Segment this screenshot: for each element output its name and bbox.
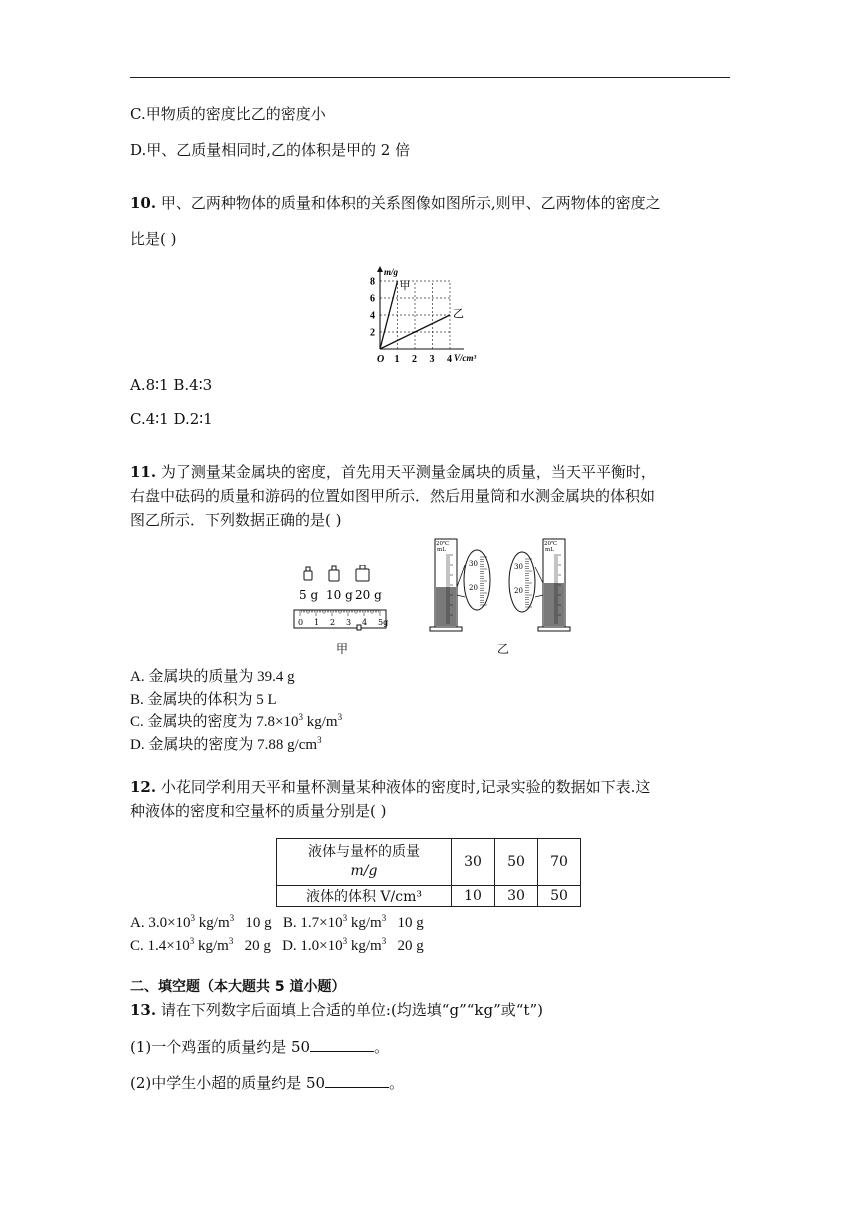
q11-option-a: A. 金属块的质量为 39.4 g: [130, 669, 295, 685]
table-row: [277, 839, 581, 886]
cylinder-left-label-a: 20℃: [436, 541, 450, 547]
q10-options-row1: A.8∶1 B.4∶3: [130, 376, 213, 394]
cylinder-right-base: [538, 627, 570, 631]
caption-yi: 乙: [497, 642, 510, 656]
ruler-label: 2: [330, 618, 336, 627]
mass-volume-chart: [362, 253, 502, 371]
x-axis-label: V/cm³: [454, 353, 477, 363]
q13-item2: (2)中学生小超的质量约是 50 。: [130, 1074, 405, 1092]
table-cell: 30: [452, 839, 495, 886]
q10-stem-line2: 比是( ): [130, 230, 177, 248]
answer-blank-1[interactable]: [310, 1037, 374, 1052]
q10-number: 10.: [130, 194, 157, 212]
cylinder-left-label-b: mL: [437, 547, 446, 553]
table-cell: 30: [495, 886, 538, 907]
q12-stem-line2: 种液体的密度和空量杯的质量分别是( ): [130, 802, 387, 820]
weight-label-20g: 20 g: [355, 588, 382, 602]
q11-option-b: B. 金属块的体积为 5 L: [130, 692, 277, 708]
x-tick-label: 2: [412, 354, 417, 365]
table-cell: 70: [538, 839, 581, 886]
ruler-label: 1: [314, 618, 320, 627]
x-tick-label: 3: [429, 354, 435, 365]
table-row: [277, 886, 581, 907]
table-cell: 10: [452, 886, 495, 907]
weight-label-5g: 5 g: [299, 588, 319, 602]
q11-stem-line3: 图乙所示．下列数据正确的是( ): [130, 511, 342, 529]
q11-option-d: D. 金属块的密度为 7.88 $g/cm^3$: [130, 735, 322, 753]
ruler-label: 4: [362, 618, 368, 627]
caption-jia: 甲: [336, 642, 349, 656]
section-title: 二、填空题（本大题共 5 道小题）: [130, 979, 346, 995]
rider-icon: [357, 625, 361, 630]
zoom-right-30: 30: [514, 563, 523, 571]
q10-stem-text: 甲、乙两种物体的质量和体积的关系图像如图所示,则甲、乙两物体的密度之: [160, 194, 661, 212]
q13-item1: (1)一个鸡蛋的质量约是 50 。: [130, 1038, 390, 1056]
zoom-right: [509, 552, 535, 612]
q13-stem-text: 请在下列数字后面填上合适的单位:(均选填“g”“kg”或“t”): [160, 1001, 543, 1019]
y-axis-label: m/g: [384, 267, 399, 277]
series-label-jia: 甲: [399, 279, 411, 292]
header-rule: [130, 77, 730, 78]
q12-options-row1: A. $3.0\times 10^3$ $kg/m^3$ 10 g B. $1.7\times 10^3$ $kg/m^3$ 10 g: [130, 913, 424, 931]
q12-stem-line1: [130, 777, 650, 797]
weight-label-10g: 10 g: [326, 588, 353, 602]
y-tick-label: 4: [370, 310, 375, 322]
weight-20g-icon: [356, 565, 369, 581]
cylinder-figure: [425, 535, 575, 635]
q10-stem-line1: [130, 193, 661, 213]
y-tick-label: 8: [370, 276, 375, 288]
x-tick-label: O: [377, 354, 385, 365]
series-label-yi: 乙: [453, 307, 464, 320]
zoom-left-20: 20: [469, 584, 478, 592]
option-d-prev: D.甲、乙质量相同时,乙的体积是甲的 2 倍: [130, 141, 411, 159]
ruler-label: 3: [346, 618, 352, 627]
ruler-label: 0: [298, 618, 304, 627]
weight-5g-icon: [304, 567, 312, 580]
ruler-label: 5g: [378, 618, 389, 627]
x-tick-label: 1: [394, 354, 400, 365]
cylinder-left-base: [430, 627, 462, 631]
option-c-prev: C.甲物质的密度比乙的密度小: [130, 105, 326, 123]
zoom-left-30: 30: [469, 560, 478, 568]
water-right: [544, 583, 564, 626]
q12-stem-text: 小花同学利用天平和量杯测量某种液体的密度时,记录实验的数据如下表.这: [160, 778, 651, 796]
q13-number: 13.: [130, 1001, 157, 1019]
zoom-right-20: 20: [514, 587, 523, 595]
q11-stem-line2: 右盘中砝码的质量和游码的位置如图甲所示．然后用量筒和水测金属块的体积如: [130, 487, 656, 505]
q13-stem: [130, 1000, 543, 1020]
answer-blank-2[interactable]: [325, 1073, 389, 1088]
weight-10g-icon: [329, 566, 339, 581]
x-tick-label: 4: [447, 354, 452, 365]
y-axis-arrow-icon: [377, 266, 383, 272]
q12-number: 12.: [130, 778, 157, 796]
cylinder-right-label-a: 20℃: [544, 541, 558, 547]
zoom-left: [464, 550, 490, 610]
table-head-volume: 液体的体积 V/cm³: [277, 886, 452, 907]
q11-stem-line1: [130, 462, 656, 482]
table-cell: 50: [538, 886, 581, 907]
table-head-mass: 液体与量杯的质量 m/g: [277, 839, 452, 886]
data-table: [276, 838, 581, 907]
q11-option-c: C. 金属块的密度为 $7.8\times 10^3$ $kg/m^3$: [130, 712, 343, 730]
y-tick-label: 6: [370, 293, 375, 305]
series-line-jia: [380, 281, 398, 349]
q11-stem-text: 为了测量某金属块的密度，首先用天平测量金属块的质量，当天平平衡时，: [160, 463, 656, 481]
cylinder-right-label-b: mL: [545, 547, 554, 553]
table-cell: 50: [495, 839, 538, 886]
y-tick-label: 2: [370, 327, 375, 339]
q10-options-row2: C.4∶1 D.2∶1: [130, 410, 213, 428]
q12-options-row2: C. $1.4\times 10^3$ $kg/m^3$ 20 g D. $1.0\times 10^3$ $kg/m^3$ 20 g: [130, 936, 424, 954]
q11-number: 11.: [130, 463, 157, 481]
